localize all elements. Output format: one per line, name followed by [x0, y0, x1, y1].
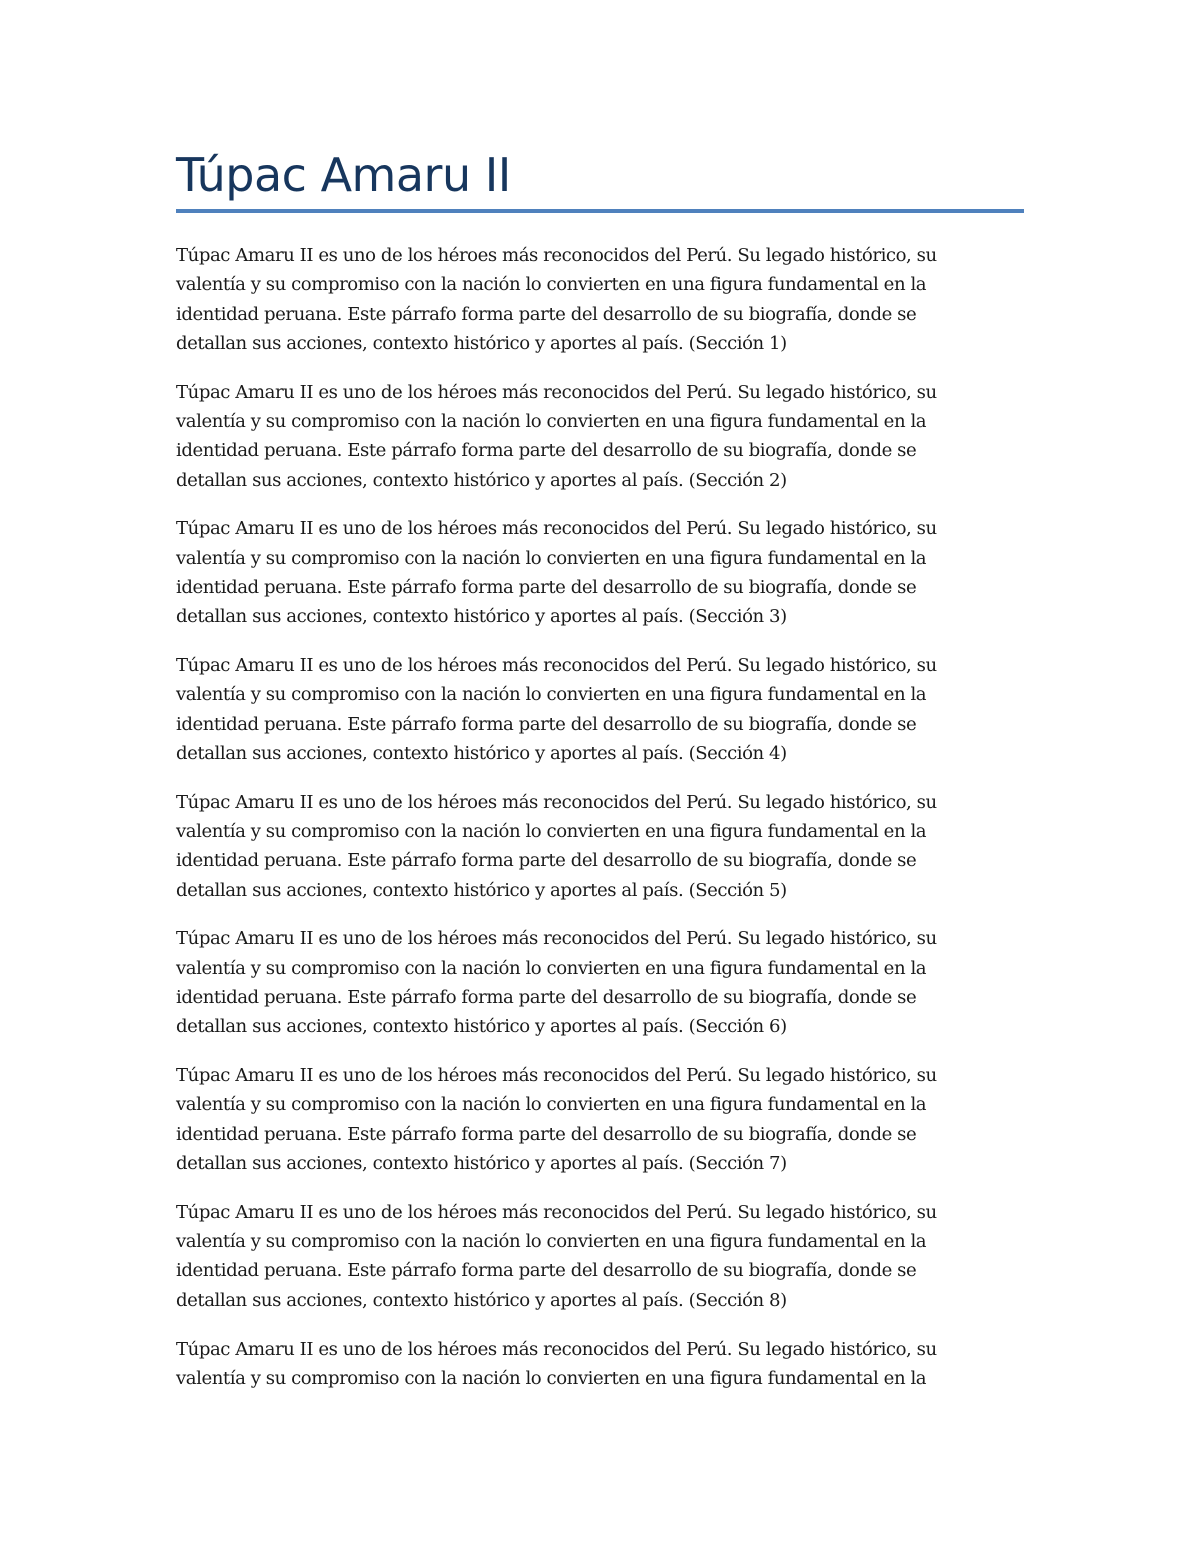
paragraph-line: Túpac Amaru II es uno de los héroes más reconocidos del Perú. Su legado histórico, su — [176, 245, 937, 266]
paragraph-line: valentía y su compromiso con la nación lo convierten en una figura fundamental en la — [176, 684, 927, 706]
paragraph-line: valentía y su compromiso con la nación lo convierten en una figura fundamental en la — [176, 1094, 927, 1116]
body-paragraph — [176, 924, 1024, 1041]
paragraph-line: detallan sus acciones, contexto histórico y aportes al país. (Sección 1) — [176, 332, 787, 354]
paragraph-line: identidad peruana. Este párrafo forma parte del desarrollo de su biografía, donde se — [176, 576, 917, 598]
paragraph-line: Túpac Amaru II es uno de los héroes más reconocidos del Perú. Su legado histórico, su — [176, 655, 937, 677]
body-paragraph — [176, 241, 1024, 358]
paragraph-line: Túpac Amaru II es uno de los héroes más reconocidos del Perú. Su legado histórico, su — [176, 1201, 937, 1223]
body-paragraph — [176, 1198, 1024, 1315]
body-paragraph — [176, 651, 1024, 768]
paragraph-line: detallan sus acciones, contexto histórico y aportes al país. (Sección 8) — [176, 1289, 787, 1311]
paragraph-line: Túpac Amaru II es uno de los héroes más reconocidos del Perú. Su legado histórico, su — [176, 381, 937, 403]
paragraph-line: detallan sus acciones, contexto histórico y aportes al país. (Sección 3) — [176, 606, 787, 628]
body-paragraph — [176, 1061, 1024, 1178]
paragraph-line: valentía y su compromiso con la nación lo convierten en una figura fundamental en la — [176, 547, 927, 569]
paragraph-line: Túpac Amaru II es uno de los héroes más reconocidos del Perú. Su legado histórico, su — [176, 518, 937, 540]
paragraph-line: identidad peruana. Este párrafo forma parte del desarrollo de su biografía, donde se — [176, 850, 917, 872]
paragraph-line: detallan sus acciones, contexto histórico y aportes al país. (Sección 2) — [176, 469, 787, 491]
paragraph-line: identidad peruana. Este párrafo forma parte del desarrollo de su biografía, donde se — [176, 1260, 917, 1282]
body-paragraph — [176, 514, 1024, 631]
paragraph-line: Túpac Amaru II es uno de los héroes más reconocidos del Perú. Su legado histórico, su — [176, 928, 937, 950]
paragraph-line: identidad peruana. Este párrafo forma parte del desarrollo de su biografía, donde se — [176, 303, 917, 325]
document-title: Túpac Amaru II — [176, 148, 511, 202]
paragraph-line: Túpac Amaru II es uno de los héroes más reconocidos del Perú. Su legado histórico, su — [176, 1338, 937, 1360]
paragraph-line: valentía y su compromiso con la nación lo convierten en una figura fundamental en la — [176, 957, 927, 979]
paragraph-line: detallan sus acciones, contexto histórico y aportes al país. (Sección 6) — [176, 1016, 787, 1038]
paragraph-line: valentía y su compromiso con la nación lo convierten en una figura fundamental en la — [176, 1367, 927, 1389]
paragraph-line: identidad peruana. Este párrafo forma parte del desarrollo de su biografía, donde se — [176, 713, 917, 735]
paragraph-line: detallan sus acciones, contexto histórico y aportes al país. (Sección 7) — [176, 1153, 787, 1175]
paragraph-line: valentía y su compromiso con la nación lo convierten en una figura fundamental en la — [176, 410, 927, 432]
paragraph-line: valentía y su compromiso con la nación lo convierten en una figura fundamental en la — [176, 1231, 927, 1253]
paragraph-line: Túpac Amaru II es uno de los héroes más reconocidos del Perú. Su legado histórico, su — [176, 1065, 937, 1087]
paragraph-line: detallan sus acciones, contexto histórico y aportes al país. (Sección 4) — [176, 742, 787, 764]
body-paragraph — [176, 378, 1024, 495]
body-paragraph — [176, 788, 1024, 905]
paragraph-line: detallan sus acciones, contexto histórico y aportes al país. (Sección 5) — [176, 879, 787, 901]
paragraph-line: valentía y su compromiso con la nación lo convierten en una figura fundamental en la — [176, 821, 927, 843]
paragraph-line: identidad peruana. Este párrafo forma parte del desarrollo de su biografía, donde se — [176, 1123, 917, 1145]
paragraph-line: Túpac Amaru II es uno de los héroes más reconocidos del Perú. Su legado histórico, su — [176, 791, 937, 813]
document-body — [176, 241, 1024, 1413]
body-paragraph — [176, 1335, 1024, 1394]
title-underline — [176, 209, 1024, 213]
paragraph-line: identidad peruana. Este párrafo forma parte del desarrollo de su biografía, donde se — [176, 440, 917, 462]
paragraph-line: identidad peruana. Este párrafo forma parte del desarrollo de su biografía, donde se — [176, 987, 917, 1009]
paragraph-line: valentía y su compromiso con la nación lo convierten en una figura fundamental en la — [176, 274, 927, 296]
